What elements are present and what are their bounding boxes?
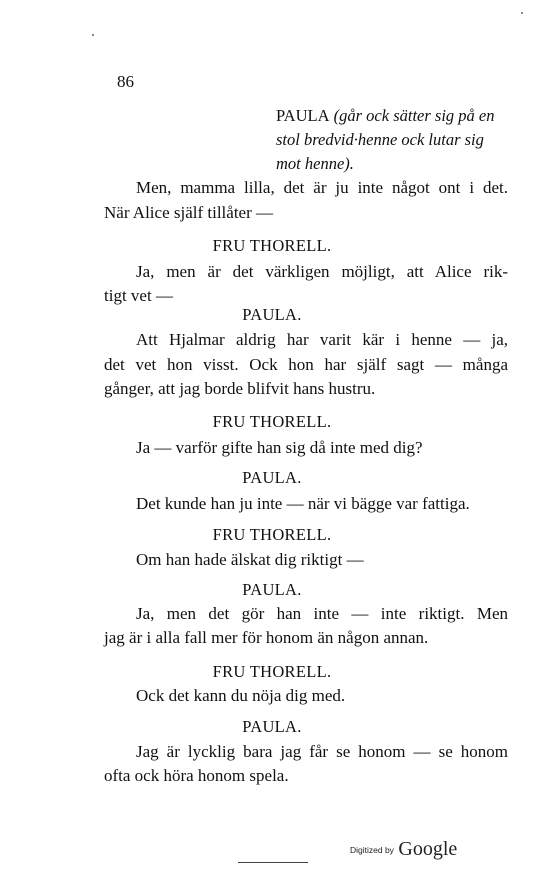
speaker-name: PAULA. — [242, 580, 302, 599]
scan-speck — [92, 34, 94, 36]
dialogue-line: Ja, men det gör han inte — inte riktigt. Men — [136, 604, 508, 623]
scan-speck — [521, 12, 523, 14]
dialogue-line: Ock det kann du nöja dig med. — [136, 686, 346, 705]
stage-speaker: PAULA — [276, 106, 330, 125]
dialogue-line: Men, mamma lilla, det är ju inte något ont i det. — [136, 178, 508, 197]
speaker-name: PAULA. — [242, 305, 302, 324]
dialogue-line: jag är i alla fall mer för honom än någon annan. — [104, 628, 429, 647]
speaker-name: PAULA. — [242, 717, 302, 736]
speaker-name: FRU THORELL. — [212, 236, 332, 255]
dialogue-line: Ja — varför gifte han sig då inte med dig? — [136, 438, 423, 457]
dialogue-line: gånger, att jag borde blifvit hans hustru. — [104, 379, 376, 398]
dialogue-line: tigt vet — — [104, 286, 173, 305]
stage-direction-line: mot henne). — [276, 154, 354, 173]
dialogue-line: Det kunde han ju inte — när vi bägge var fattiga. — [136, 494, 470, 513]
dialogue-line: ofta ock höra honom spela. — [104, 766, 289, 785]
stage-direction-line: (går ock sätter sig på en — [333, 106, 495, 125]
page-number: 86 — [117, 72, 134, 91]
digitized-by-text: Digitized by — [350, 845, 394, 855]
google-logo: Google — [398, 838, 458, 860]
dialogue-line: Att Hjalmar aldrig har varit kär i henne — ja, — [136, 330, 508, 349]
dialogue-line: Jag är lycklig bara jag får se honom — se honom — [136, 742, 508, 761]
speaker-name: PAULA. — [242, 468, 302, 487]
dialogue-line: Ja, men är det värkligen möjligt, att Alice rik- — [136, 262, 508, 281]
speaker-name: FRU THORELL. — [212, 525, 332, 544]
speaker-name: FRU THORELL. — [212, 412, 332, 431]
dialogue-line: Om han hade älskat dig riktigt — — [136, 550, 364, 569]
footer-rule — [238, 862, 308, 863]
dialogue-line: det vet hon visst. Ock hon har själf sagt — många — [104, 355, 508, 374]
stage-direction-line: stol bredvid·henne ock lutar sig — [276, 130, 484, 149]
speaker-name: FRU THORELL. — [212, 662, 332, 681]
digitized-watermark — [350, 838, 457, 861]
dialogue-line: När Alice själf tillåter — — [104, 203, 273, 222]
stage-direction — [276, 104, 516, 176]
